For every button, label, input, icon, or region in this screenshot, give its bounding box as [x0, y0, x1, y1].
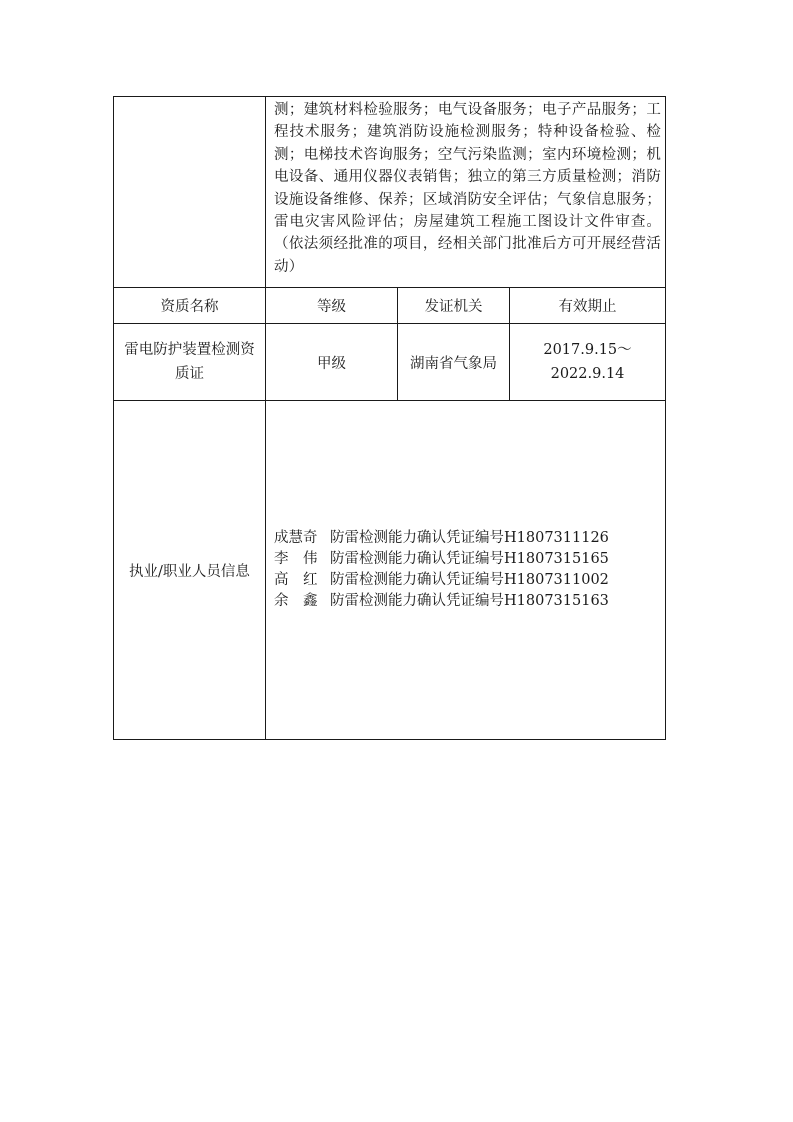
business-scope-row	[114, 97, 666, 288]
person-credential: 防雷检测能力确认凭证编号H1807311002	[330, 572, 609, 588]
qualification-name: 雷电防护装置检测资质证	[114, 324, 266, 401]
person-credential: 防雷检测能力确认凭证编号H1807311126	[330, 530, 609, 546]
personnel-label: 执业/职业人员信息	[114, 401, 266, 740]
header-validity: 有效期止	[510, 288, 666, 324]
header-issuing-authority: 发证机关	[398, 288, 510, 324]
personnel-entry	[274, 570, 665, 591]
qualification-row	[114, 324, 666, 401]
qualification-header-row	[114, 288, 666, 324]
person-credential: 防雷检测能力确认凭证编号H1807315165	[330, 551, 609, 567]
info-table	[113, 96, 666, 740]
header-qualification-name: 资质名称	[114, 288, 266, 324]
personnel-entry	[274, 549, 665, 570]
person-name: 余 鑫	[274, 593, 318, 609]
person-name: 成慧奇	[274, 530, 318, 546]
personnel-row	[114, 401, 666, 740]
personnel-list	[266, 401, 666, 740]
personnel-entry	[274, 591, 665, 612]
header-grade: 等级	[266, 288, 398, 324]
personnel-entry	[274, 528, 665, 549]
business-scope-label-cell	[114, 97, 266, 288]
qualification-validity: 2017.9.15～2022.9.14	[510, 324, 666, 401]
person-credential: 防雷检测能力确认凭证编号H1807315163	[330, 593, 609, 609]
business-scope-text: 测；建筑材料检验服务；电气设备服务；电子产品服务；工程技术服务；建筑消防设施检测服务；特种设备检验、检测；电梯技术咨询服务；空气污染监测；室内环境检测；机电设备、通用仪器仪表销售；独立的第三方质量检测；消防设施设备维修、保养；区域消防安全评估；气象信息服务；雷电灾害风险评估；房屋建筑工程施工图设计文件审查。（依法须经批准的项目，经相关部门批准后方可开展经营活动）	[266, 97, 666, 288]
qualification-grade: 甲级	[266, 324, 398, 401]
person-name: 高 红	[274, 572, 318, 588]
qualification-authority: 湖南省气象局	[398, 324, 510, 401]
person-name: 李 伟	[274, 551, 318, 567]
